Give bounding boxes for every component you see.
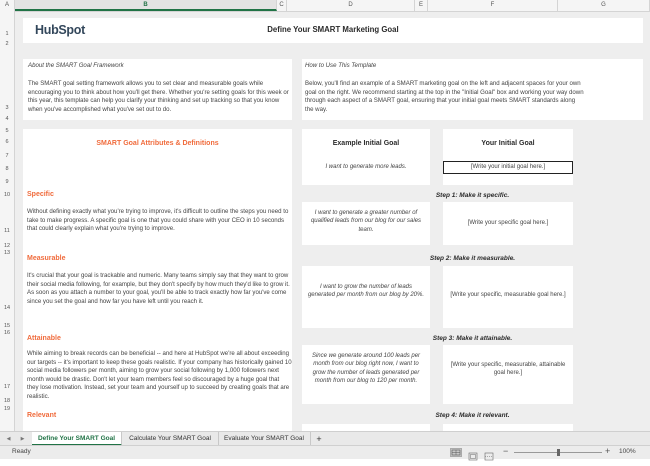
row-header-6[interactable]: 6: [5, 139, 9, 145]
example-measurable-goal: I want to grow the number of leads generated per month from our blog by 20%.: [307, 284, 425, 299]
hubspot-logo: HubSpot: [35, 23, 85, 37]
your-initial-goal-input[interactable]: [Write your initial goal here.]: [443, 161, 573, 174]
about-heading: About the SMART Goal Framework: [28, 62, 124, 69]
row-header-12[interactable]: 12: [3, 243, 11, 249]
column-header-d[interactable]: D: [287, 0, 415, 11]
row-header-14[interactable]: 14: [3, 305, 11, 311]
column-header-f[interactable]: F: [428, 0, 558, 11]
your-specific-goal-input[interactable]: [Write your specific goal here.]: [467, 220, 549, 226]
attainable-definition: While aiming to break records can be beneficial -- and here at HubSpot we're all about exceeding our targets -- it's important to keep these goals realistic. If your company has historically gained 10 social media followers per month, aiming to grow your social following by 1,000 followers next month would be drastic. Don't let your team members feel so discouraged by a huge goal that they lose motivation. Instead, set your team and yourself up to succeed by creating goals that are realistic.: [27, 350, 292, 400]
row-header-4[interactable]: 4: [5, 116, 9, 122]
column-header-g[interactable]: G: [558, 0, 650, 11]
howto-box: [302, 59, 643, 120]
attainable-label: Attainable: [27, 335, 61, 342]
row-header-8[interactable]: 8: [5, 166, 9, 172]
row-header-3[interactable]: 3: [5, 105, 9, 111]
zoom-level: 100%: [619, 448, 636, 455]
your-specific-box[interactable]: [443, 202, 573, 245]
zoom-slider[interactable]: [514, 452, 602, 453]
your-relevant-box[interactable]: [443, 424, 573, 431]
attributes-panel: [23, 129, 292, 431]
tab-define-smart-goal[interactable]: Define Your SMART Goal: [32, 432, 122, 446]
your-attainable-goal-input[interactable]: [Write your specific, measurable, attainable goal here.]: [450, 362, 566, 377]
page-break-icon: [483, 452, 495, 461]
gray-band-2: [23, 120, 643, 129]
gray-gutter-2: [292, 129, 302, 431]
title-banner: [23, 18, 643, 43]
row-header-11[interactable]: 11: [4, 228, 10, 234]
your-measurable-box[interactable]: [443, 266, 573, 328]
tab-evaluate-smart-goal[interactable]: Evaluate Your SMART Goal: [218, 432, 311, 446]
row-header-13[interactable]: 13: [3, 250, 11, 256]
sheet-tabs-bar: [0, 431, 650, 446]
column-header-c[interactable]: C: [277, 0, 287, 11]
normal-view-button[interactable]: [450, 448, 462, 457]
example-attainable-goal: Since we generate around 100 leads per month from our blog right now, I want to grow the number of leads generated per month from our blog to 120 per month.: [311, 353, 421, 385]
row-header-16[interactable]: 16: [3, 330, 11, 336]
zoom-slider-thumb[interactable]: [557, 449, 560, 456]
page-break-view-button[interactable]: [483, 448, 495, 457]
column-header-e[interactable]: E: [415, 0, 428, 11]
step-1-heading: Step 1: Make it specific.: [435, 192, 510, 199]
example-heading: Example Initial Goal: [332, 140, 400, 147]
row-header-18[interactable]: 18: [3, 398, 11, 404]
example-measurable-box: [302, 266, 430, 328]
page-layout-view-button[interactable]: [467, 448, 479, 457]
gray-band-1: [23, 43, 643, 59]
status-bar: [0, 445, 650, 459]
example-specific-goal: I want to generate a greater number of qualified leads from our blog for our sales team.: [310, 210, 422, 233]
measurable-label: Measurable: [27, 255, 66, 262]
page-layout-icon: [467, 452, 479, 461]
row-header-1[interactable]: 1: [5, 31, 9, 37]
row-header-17[interactable]: 17: [3, 384, 11, 390]
step-2-heading: Step 2: Make it measurable.: [429, 255, 516, 262]
worksheet[interactable]: [15, 12, 650, 431]
gray-margin-right: [643, 12, 650, 431]
attributes-heading: SMART Goal Attributes & Definitions: [96, 140, 219, 147]
page-title: Define Your SMART Marketing Goal: [267, 25, 399, 34]
your-goal-heading: Your Initial Goal: [481, 140, 535, 147]
gray-margin-left: [15, 12, 23, 431]
example-relevant-box: [302, 424, 430, 431]
tab-calculate-smart-goal[interactable]: Calculate Your SMART Goal: [122, 432, 219, 446]
row-header-10[interactable]: 10: [3, 192, 11, 198]
tab-scroll-next-button[interactable]: [17, 432, 28, 446]
example-initial-goal: I want to generate more leads.: [325, 164, 407, 170]
measurable-definition: It's crucial that your goal is trackable and numeric. Many teams simply say that they want to grow their social media following, for example, but they don't specify by how much they'd like to grow it. As soon as you attach a number to your goal, you'll be able to track exactly how far you've come since you set the goal and how far you have left until you reach it.: [27, 272, 290, 305]
zoom-out-button[interactable]: −: [503, 446, 509, 456]
your-initial-box: [443, 129, 573, 185]
specific-label: Specific: [27, 191, 54, 198]
row-header-bar: [0, 11, 15, 431]
add-sheet-button[interactable]: +: [316, 434, 322, 444]
column-header-bar: [0, 0, 650, 12]
about-body: The SMART goal setting framework allows you to set clear and measurable goals while encouraging you to think about how you'll get there. Whether you're setting goals for this week or this year, this template can help you clarify your thinking and set up tracking so that you know when you've accomplished what you've set out to do.: [28, 80, 289, 113]
example-initial-box: [302, 129, 430, 185]
relevant-label: Relevant: [27, 412, 57, 419]
chevron-right-icon: ▶: [20, 436, 25, 442]
row-header-2[interactable]: 2: [5, 41, 9, 47]
step-3-heading: Step 3: Make it attainable.: [432, 335, 513, 342]
chevron-left-icon: ◀: [6, 436, 11, 442]
tab-scroll-prev-button[interactable]: [3, 432, 14, 446]
row-header-5[interactable]: 5: [5, 128, 9, 134]
howto-body: Below, you'll find an example of a SMART marketing goal on the left and adjacent spaces for your own goal on the right. We recommend starting at the top in the "Initial Goal" box and working your way down through each aspect of a SMART goal, ensuring that your initial goal meets SMART standards along the way.: [305, 80, 584, 113]
about-box: [23, 59, 292, 120]
example-attainable-box: [302, 345, 430, 404]
row-header-19[interactable]: 19: [3, 406, 11, 412]
zoom-in-button[interactable]: +: [605, 446, 611, 456]
row-header-7[interactable]: 7: [5, 153, 9, 159]
your-measurable-goal-input[interactable]: [Write your specific, measurable goal here.]: [450, 292, 566, 298]
column-header-a[interactable]: A: [0, 0, 15, 11]
gray-gutter-1: [292, 59, 302, 120]
step-4-heading: Step 4: Make it relevant.: [435, 412, 510, 419]
status-ready-text: Ready: [12, 448, 31, 455]
example-specific-box: [302, 202, 430, 245]
row-header-15[interactable]: 15: [3, 323, 11, 329]
howto-heading: How to Use This Template: [305, 62, 377, 69]
your-attainable-box[interactable]: [443, 345, 573, 404]
specific-definition: Without defining exactly what you're trying to improve, it's difficult to outline the steps you need to take to make progress. A specific goal is one that you could share with your CEO in 10 seconds that could clearly explain what you're trying to improve.: [27, 208, 289, 233]
column-header-b[interactable]: B: [15, 0, 277, 11]
grid-icon: [451, 449, 461, 456]
row-header-9[interactable]: 9: [5, 179, 9, 185]
